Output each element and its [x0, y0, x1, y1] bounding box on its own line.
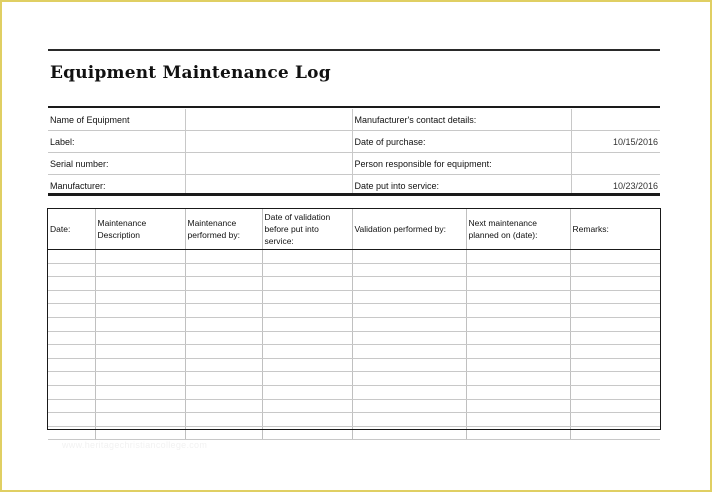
- log-cell-description[interactable]: [95, 304, 185, 318]
- log-cell-validation-by[interactable]: [352, 345, 466, 359]
- date-put-into-service-field[interactable]: 10/23/2016: [612, 180, 658, 191]
- log-cell-next-maintenance[interactable]: [466, 304, 570, 318]
- log-row: [48, 385, 660, 399]
- log-cell-remarks[interactable]: [570, 263, 660, 277]
- log-row: [48, 358, 660, 372]
- info-top-rule: [48, 106, 660, 108]
- log-cell-date[interactable]: [48, 426, 95, 440]
- log-cell-next-maintenance[interactable]: [466, 277, 570, 291]
- log-cell-validation-date[interactable]: [262, 358, 352, 372]
- log-row: [48, 345, 660, 359]
- log-cell-description[interactable]: [95, 331, 185, 345]
- log-cell-validation-by[interactable]: [352, 277, 466, 291]
- info-row: [48, 109, 660, 131]
- log-cell-date[interactable]: [48, 331, 95, 345]
- log-cell-date[interactable]: [48, 304, 95, 318]
- log-cell-performed-by[interactable]: [185, 317, 262, 331]
- log-cell-date[interactable]: [48, 277, 95, 291]
- log-row: [48, 413, 660, 427]
- log-cell-validation-by[interactable]: [352, 250, 466, 264]
- log-cell-validation-by[interactable]: [352, 331, 466, 345]
- log-cell-validation-by[interactable]: [352, 385, 466, 399]
- log-cell-remarks[interactable]: [570, 304, 660, 318]
- log-cell-remarks[interactable]: [570, 290, 660, 304]
- log-cell-date[interactable]: [48, 345, 95, 359]
- log-cell-date[interactable]: [48, 358, 95, 372]
- log-cell-performed-by[interactable]: [185, 413, 262, 427]
- log-row: [48, 277, 660, 291]
- date-put-into-service-label: Date put into service:: [352, 175, 571, 197]
- log-cell-remarks[interactable]: [570, 331, 660, 345]
- log-cell-description[interactable]: [95, 290, 185, 304]
- log-cell-next-maintenance[interactable]: [466, 263, 570, 277]
- equipment-name-field[interactable]: [185, 109, 352, 131]
- log-cell-validation-date[interactable]: [262, 250, 352, 264]
- header-next-maintenance: Next maintenance planned on (date):: [466, 209, 570, 250]
- log-cell-description[interactable]: [95, 385, 185, 399]
- log-cell-validation-by[interactable]: [352, 413, 466, 427]
- log-cell-remarks[interactable]: [570, 385, 660, 399]
- log-cell-next-maintenance[interactable]: [466, 331, 570, 345]
- log-cell-validation-by[interactable]: [352, 290, 466, 304]
- log-cell-next-maintenance[interactable]: [466, 250, 570, 264]
- log-cell-remarks[interactable]: [570, 277, 660, 291]
- log-row: [48, 263, 660, 277]
- log-cell-date[interactable]: [48, 385, 95, 399]
- log-cell-next-maintenance[interactable]: [466, 345, 570, 359]
- log-cell-validation-by[interactable]: [352, 426, 466, 440]
- log-row: [48, 331, 660, 345]
- log-cell-validation-by[interactable]: [352, 358, 466, 372]
- log-cell-performed-by[interactable]: [185, 372, 262, 386]
- manufacturer-label: Manufacturer:: [48, 175, 185, 197]
- log-row: [48, 372, 660, 386]
- log-cell-validation-by[interactable]: [352, 304, 466, 318]
- log-cell-validation-date[interactable]: [262, 331, 352, 345]
- header-remarks: Remarks:: [570, 209, 660, 250]
- serial-number-field[interactable]: [185, 153, 352, 175]
- log-cell-date[interactable]: [48, 399, 95, 413]
- log-cell-description[interactable]: [95, 399, 185, 413]
- header-date: Date:: [48, 209, 95, 250]
- log-cell-date[interactable]: [48, 263, 95, 277]
- log-cell-performed-by[interactable]: [185, 399, 262, 413]
- person-responsible-label: Person responsible for equipment:: [352, 153, 571, 175]
- manufacturer-contact-field[interactable]: [571, 109, 660, 131]
- header-validation-performed-by: Validation performed by:: [352, 209, 466, 250]
- log-cell-remarks[interactable]: [570, 250, 660, 264]
- log-cell-validation-date[interactable]: [262, 290, 352, 304]
- log-cell-remarks[interactable]: [570, 399, 660, 413]
- log-cell-description[interactable]: [95, 263, 185, 277]
- log-cell-performed-by[interactable]: [185, 250, 262, 264]
- log-cell-validation-by[interactable]: [352, 317, 466, 331]
- log-cell-validation-date[interactable]: [262, 317, 352, 331]
- log-cell-validation-date[interactable]: [262, 426, 352, 440]
- info-bottom-rule: [48, 193, 660, 196]
- log-cell-validation-by[interactable]: [352, 399, 466, 413]
- log-cell-next-maintenance[interactable]: [466, 290, 570, 304]
- log-cell-description[interactable]: [95, 250, 185, 264]
- log-row: [48, 399, 660, 413]
- log-cell-performed-by[interactable]: [185, 426, 262, 440]
- equipment-name-label: Name of Equipment: [48, 109, 185, 131]
- log-row: [48, 250, 660, 264]
- log-row: [48, 304, 660, 318]
- log-header-row: [48, 209, 660, 250]
- log-cell-description[interactable]: [95, 413, 185, 427]
- log-cell-next-maintenance[interactable]: [466, 399, 570, 413]
- log-cell-date[interactable]: [48, 290, 95, 304]
- log-cell-next-maintenance[interactable]: [466, 317, 570, 331]
- log-cell-validation-by[interactable]: [352, 372, 466, 386]
- log-cell-performed-by[interactable]: [185, 277, 262, 291]
- log-cell-validation-date[interactable]: [262, 345, 352, 359]
- log-cell-description[interactable]: [95, 317, 185, 331]
- log-cell-validation-date[interactable]: [262, 413, 352, 427]
- log-cell-date[interactable]: [48, 372, 95, 386]
- log-cell-date[interactable]: [48, 250, 95, 264]
- log-cell-next-maintenance[interactable]: [466, 372, 570, 386]
- log-cell-validation-by[interactable]: [352, 263, 466, 277]
- top-rule: [48, 49, 660, 51]
- info-row: [48, 153, 660, 175]
- label-label: Label:: [48, 131, 185, 153]
- log-cell-remarks[interactable]: [570, 317, 660, 331]
- date-of-purchase-field[interactable]: 10/15/2016: [571, 131, 660, 153]
- serial-number-label: Serial number:: [48, 153, 185, 175]
- equipment-info-table: [48, 109, 660, 196]
- log-cell-performed-by[interactable]: [185, 290, 262, 304]
- log-row: [48, 426, 660, 440]
- log-cell-remarks[interactable]: [570, 426, 660, 440]
- maintenance-log-table: [48, 209, 660, 440]
- log-cell-validation-date[interactable]: [262, 385, 352, 399]
- document-title: Equipment Maintenance Log: [50, 63, 331, 83]
- log-cell-performed-by[interactable]: [185, 304, 262, 318]
- log-cell-performed-by[interactable]: [185, 345, 262, 359]
- log-cell-date[interactable]: [48, 317, 95, 331]
- log-cell-description[interactable]: [95, 345, 185, 359]
- log-body: [48, 250, 660, 440]
- log-cell-validation-date[interactable]: [262, 277, 352, 291]
- watermark: www.heritagechristiancollege.com: [62, 440, 208, 450]
- log-cell-performed-by[interactable]: [185, 358, 262, 372]
- log-cell-performed-by[interactable]: [185, 263, 262, 277]
- log-cell-validation-date[interactable]: [262, 304, 352, 318]
- log-cell-next-maintenance[interactable]: [466, 426, 570, 440]
- log-cell-next-maintenance[interactable]: [466, 413, 570, 427]
- log-cell-description[interactable]: [95, 426, 185, 440]
- log-cell-description[interactable]: [95, 372, 185, 386]
- manufacturer-contact-label: Manufacturer's contact details:: [352, 109, 571, 131]
- log-cell-remarks[interactable]: [570, 372, 660, 386]
- log-cell-remarks[interactable]: [570, 413, 660, 427]
- label-field[interactable]: [185, 131, 352, 153]
- date-of-purchase-label: Date of purchase:: [352, 131, 571, 153]
- log-cell-date[interactable]: [48, 413, 95, 427]
- log-cell-description[interactable]: [95, 358, 185, 372]
- log-cell-remarks[interactable]: [570, 345, 660, 359]
- log-cell-validation-date[interactable]: [262, 263, 352, 277]
- header-date-of-validation: Date of validation before put into service:: [262, 209, 352, 250]
- log-cell-remarks[interactable]: [570, 358, 660, 372]
- log-cell-validation-date[interactable]: [262, 372, 352, 386]
- header-maintenance-description: Maintenance Description: [95, 209, 185, 250]
- person-responsible-field[interactable]: [571, 153, 660, 175]
- log-cell-next-maintenance[interactable]: [466, 385, 570, 399]
- log-cell-performed-by[interactable]: [185, 331, 262, 345]
- log-cell-performed-by[interactable]: [185, 385, 262, 399]
- log-row: [48, 317, 660, 331]
- log-cell-description[interactable]: [95, 277, 185, 291]
- info-row: [48, 131, 660, 153]
- header-maintenance-performed-by: Maintenance performed by:: [185, 209, 262, 250]
- log-cell-validation-date[interactable]: [262, 399, 352, 413]
- log-row: [48, 290, 660, 304]
- log-cell-next-maintenance[interactable]: [466, 358, 570, 372]
